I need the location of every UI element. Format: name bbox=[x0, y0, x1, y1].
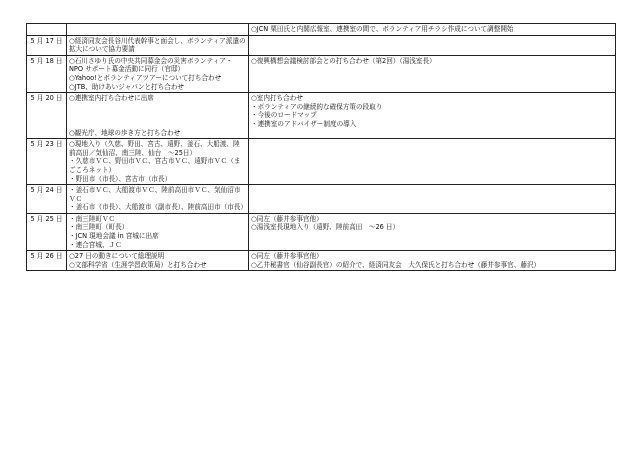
log-entry: ○室内打ち合わせ bbox=[251, 94, 303, 103]
log-entry: ・南三陸町（町長） bbox=[69, 223, 129, 232]
log-date-cell bbox=[27, 93, 67, 139]
log-row bbox=[27, 24, 616, 36]
log-activity-cell bbox=[67, 185, 249, 214]
log-entry: ・南三陸町ＶＣ bbox=[69, 214, 116, 223]
log-activity-cell bbox=[67, 139, 249, 185]
log-entry: ○JCN 栗田氏と内閣広報室、連携室の間で、ボランティア用チラシ作成について調整開始 bbox=[251, 25, 514, 33]
log-entry: ○復興構想会議検討部会との打ち合わせ（第2回）（湯浅室長） bbox=[251, 56, 436, 65]
log-office-cell bbox=[249, 55, 616, 92]
log-entry: ・JCN 現地会議 in 宮城に出席 bbox=[69, 232, 159, 241]
log-date: 5 月 20 日 bbox=[30, 94, 63, 103]
log-entry: ・連携室のアドバイザー制度の導入 bbox=[251, 119, 357, 128]
log-date-cell bbox=[27, 185, 67, 214]
log-entry: ○観光庁、地球の歩き方と打ち合わせ bbox=[69, 128, 181, 137]
log-office-cell bbox=[249, 213, 616, 250]
log-date-cell bbox=[27, 55, 67, 92]
log-office-cell bbox=[249, 24, 616, 36]
log-row bbox=[27, 185, 616, 214]
log-row bbox=[27, 55, 616, 92]
log-date: 5 月 24 日 bbox=[30, 186, 63, 195]
log-activity-cell bbox=[67, 24, 249, 36]
log-entry: ○Yahoo!とボランティアツアーについて打ち合わせ bbox=[69, 73, 222, 82]
log-office-cell bbox=[249, 185, 616, 214]
log-row bbox=[27, 251, 616, 271]
log-row bbox=[27, 213, 616, 250]
log-entry: ・久慈市ＶＣ、野田市ＶＣ、宮古市ＶＣ、遠野市ＶＣ（まごころネット） bbox=[69, 157, 241, 174]
log-spacer bbox=[69, 120, 246, 129]
log-entry: ○現地入り（久慈、野田、宮古、遠野、釜石、大船渡、陸前高田／気仙沼、南三陸、仙台 ～25日） bbox=[69, 140, 240, 157]
log-activity-cell bbox=[67, 35, 249, 55]
log-activity-cell bbox=[67, 93, 249, 139]
log-entry: ○乙井秘書官（仙谷副長官）の紹介で、経済同友会 大久保氏と打ち合わせ（藤井参事官、藤沢） bbox=[251, 260, 541, 269]
log-date-cell bbox=[27, 139, 67, 185]
log-entry: ○JTB、助けあいジャパンと打ち合わせ bbox=[69, 82, 185, 91]
log-entry: ・釜石市ＶＣ、大船渡市ＶＣ、陸前高田市ＶＣ、気仙沼市ＶＣ bbox=[69, 186, 241, 203]
log-entry: ○湯浅室長現地入り（遠野、陸前高田 ～26 日） bbox=[251, 223, 400, 232]
log-date-cell bbox=[27, 24, 67, 36]
log-entry: ・連合宮城、ＪＣ bbox=[69, 240, 122, 249]
log-entry: ・釜石市（市長）、大船渡市（副市長）、陸前高田市（市長） bbox=[69, 203, 248, 212]
log-entry: ○文部科学省（生涯学習政策局）と打ち合わせ bbox=[69, 260, 207, 269]
log-row bbox=[27, 93, 616, 139]
log-date: 5 月 18 日 bbox=[30, 56, 63, 65]
log-entry: ・今後のロードマップ bbox=[251, 111, 317, 120]
log-date: 5 月 25 日 bbox=[30, 214, 63, 223]
log-activity-cell bbox=[67, 251, 249, 271]
log-entry: ・ボランティアの継続的な確保方策の段取り bbox=[251, 102, 383, 111]
log-date: 5 月 26 日 bbox=[30, 252, 63, 261]
log-activity-cell bbox=[67, 55, 249, 92]
log-date: 5 月 23 日 bbox=[30, 140, 63, 149]
log-spacer bbox=[69, 111, 246, 120]
log-entry: ○27 日の動きについて総理説明 bbox=[69, 252, 165, 261]
log-entry: ・野田市（市長）、宮古市（市長） bbox=[69, 174, 172, 183]
activity-log-table bbox=[26, 23, 616, 271]
log-office-cell bbox=[249, 139, 616, 185]
activity-log-body bbox=[27, 24, 616, 271]
log-office-cell bbox=[249, 35, 616, 55]
log-spacer bbox=[69, 103, 246, 112]
log-date-cell bbox=[27, 35, 67, 55]
log-office-cell bbox=[249, 251, 616, 271]
log-office-cell bbox=[249, 93, 616, 139]
log-entry: ○連携室内打ち合わせに出席 bbox=[69, 94, 154, 103]
log-entry: ○石川さゆり氏の中央共同募金会の災害ボランティア・NPO サポート募金活動に同行（官邸） bbox=[69, 56, 233, 74]
log-row bbox=[27, 139, 616, 185]
log-date-cell bbox=[27, 251, 67, 271]
log-activity-cell bbox=[67, 213, 249, 250]
log-entry: ○同左（藤井参事官他） bbox=[251, 214, 323, 223]
log-date: 5 月 17 日 bbox=[30, 36, 63, 45]
log-entry: ○経済同友会長谷川代表幹事と面会し、ボランティア派遣の拡大について協力要請 bbox=[69, 36, 246, 54]
log-row bbox=[27, 35, 616, 55]
log-entry: ○同左（藤井参事官他） bbox=[251, 252, 323, 261]
log-date-cell bbox=[27, 213, 67, 250]
